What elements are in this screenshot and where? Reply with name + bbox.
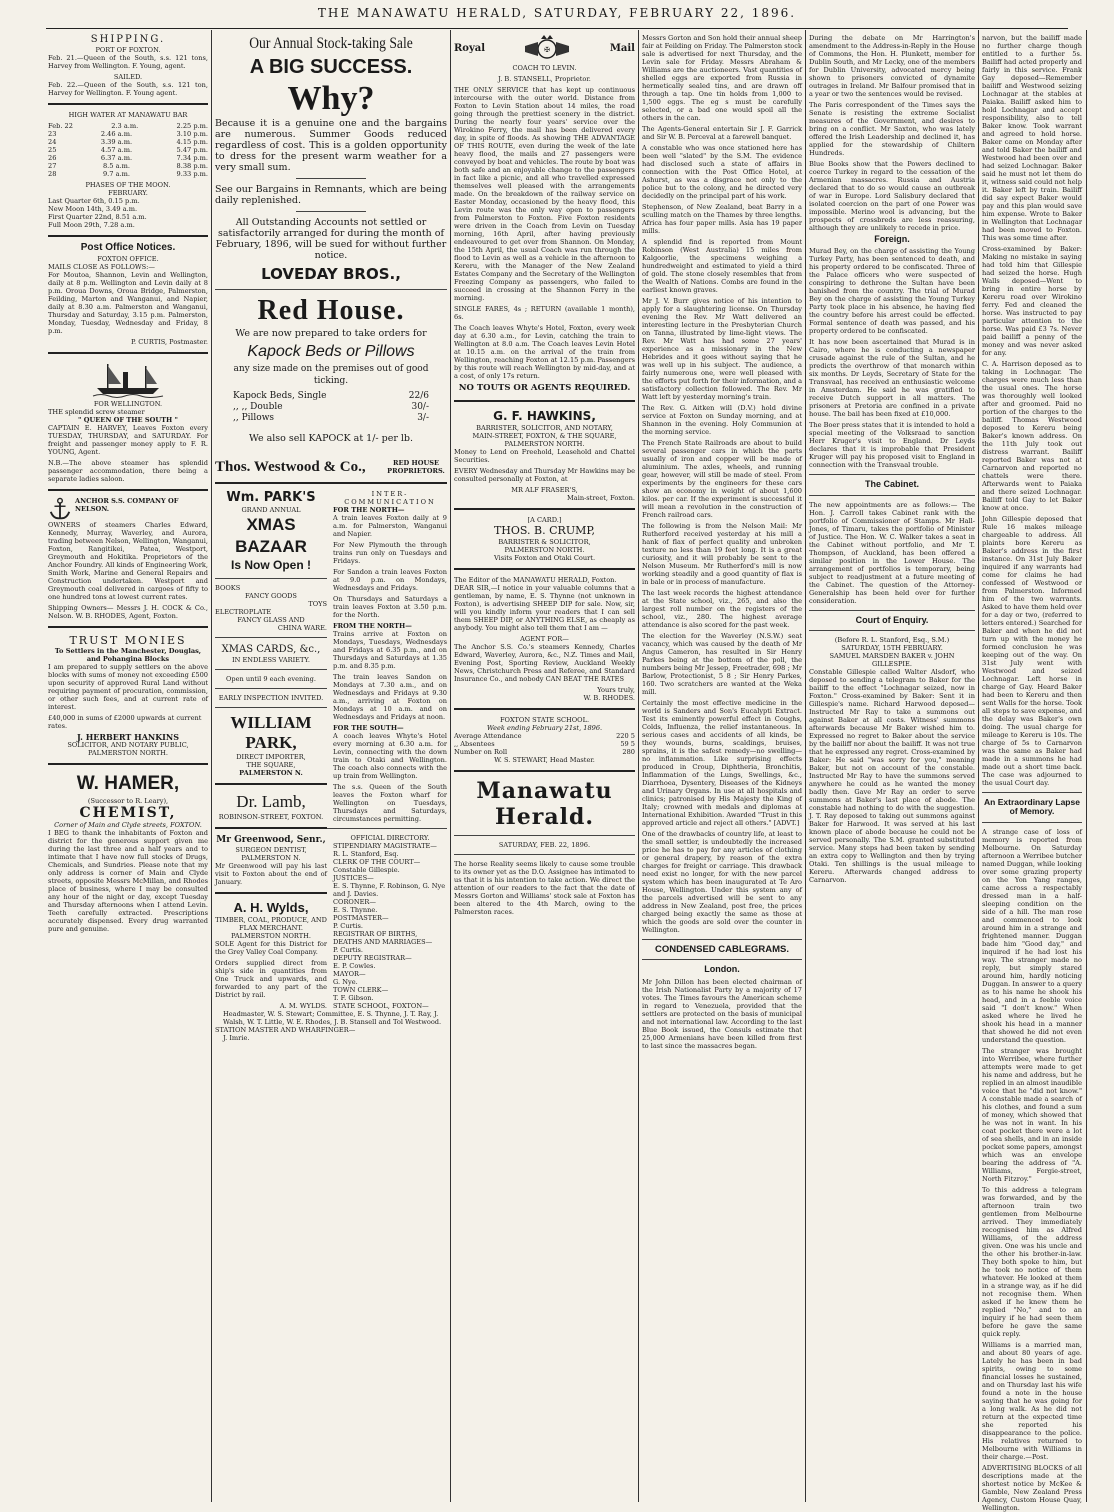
- tide-am: 9.7 a.m.: [102, 170, 130, 178]
- news-paragraph: Blue Books show that the Powers declined to coerce Turkey in regard to the cessation of the Armenian massacres. Russia and Austria declared that to do so would cause an outbreak of war in Europe. Lord Salisbury declared that isolated coercion on the part of one Power was impossible. Merino wool is advancing, but the prospects of crossbreds are less reassuring, although they are unlikely to recede in price.: [809, 160, 975, 232]
- hawkins-name: G. F. HAWKINS,: [493, 409, 596, 423]
- divider: [296, 211, 366, 212]
- herald-title: Manawatu Herald.: [476, 778, 613, 830]
- directory-role: JUSTICES—: [333, 874, 374, 882]
- price-row: [233, 402, 429, 413]
- crump-name: THOS. B. CRUMP,: [493, 524, 596, 537]
- inter-item: On Thursdays and Saturdays a train leaves Foxton at 3.50 p.m. for the North.: [333, 595, 447, 619]
- remnants-text: See our Bargains in Remnants, which are being daily replenished.: [215, 184, 447, 206]
- the-square: THE SQUARE,: [246, 761, 296, 769]
- news-paragraph: The Paris correspondent of the Times says the Senate is resisting the extreme Socialist measures of the Government, and desires to bring on a conflict. Mr Saxton, who was lately offered the Irish Leadership and declined it, has applied for the stewardship of Chiltern Hundreds.: [809, 101, 975, 157]
- greenwood-town: PALMERSTON N.: [241, 854, 301, 862]
- attendance-label: ,, Absentees: [454, 740, 495, 748]
- robinson-street: ROBINSON-STREET, FOXTON.: [218, 813, 324, 821]
- toys-label: TOYS: [308, 600, 327, 608]
- divider: [48, 103, 208, 105]
- tide-pm: 8.38 p.m.: [176, 162, 208, 170]
- loveday-name: LOVEDAY BROS.,: [261, 265, 401, 283]
- anchor-body: OWNERS of steamers Charles Edward, Kennedy, Murray, Waverley, and Aurora, trading between Nelson, Wellington, Wanganui, Foxton, Rangitikei, Patea, Westport, Greymouth and Hokitika. Proprietors of the Anchor Foundry. All kinds of Engineering Work, Smith Work, Marine and General Repairs and Construction undertaken. Westport and Greymouth coal delivered in cargoes of fifty to one hundred tons at lowest current rates.: [48, 521, 208, 602]
- grand-annual: GRAND ANNUAL: [241, 506, 301, 514]
- divider: [48, 235, 208, 237]
- directory-role: STATION MASTER AND WHARFINGER—: [215, 1026, 356, 1034]
- directory-name: R. L. Stanford, Esq.: [333, 850, 399, 858]
- news-paragraph: The stranger was brought into Werribee, where further attempts were made to get his name and address, but he replied in an almost inaudible voice that he "did not know." A constable made a search of his clothes, and found a sum of money, which showed that he was not in want. In his coat pocket there were a lot of sea shells, and in an inside pocket some papers, amongst which was an envelope bearing the address of "A. Williams, Fergie-street, North Fitzroy.": [982, 1046, 1082, 1183]
- divider: [642, 939, 802, 940]
- news-paragraph: A strange case of loss of memory is reported from Melbourne. On Saturday afternoon a Werribee butcher named Duggan, while looking over some grazing property on the Yon Yang ranges, came across a respectably dressed man in a half-sleeping condition on the side of a hill. The man rose and commenced to look around him in a strange and frightened manner. Duggan bade him "Good day," and inquired if he had lost his way. The stranger made no reply, but simply stared around him, hardly noticing Duggan. In answer to a query as to his name he shook his head, and in a feeble voice said "I don't know." When asked where he lived he shook his head in a manner that showed he did not even understand the question.: [982, 827, 1082, 1044]
- inter-title: INTER-COMMUNICATION: [344, 490, 436, 506]
- news-paragraph: John Gillespie deposed that Rule 16 makes mileage chargeable to address. All plaints bore Kereru as Baker's address in the first instance. On 31st July Baker inquired if any warrants had come for claims he had confessed of Westwood or from Palmerston. Informed him of the two warrants. Asked to have them held over for a day or two, (referred to letters entered.) Searched for Baker and when he did not turn up with the money he formed conclusion he was keeping out of the way. On 31st July went with Westwood and seized Lochnagar. Left horse in charge of Gay. Heard Baker had been to Kereru and then sent Walls for the horse. Took all steps to save expense, and the delay was Baker's own doing. The usual charge for mileage to Kereru is 10s. The charge of 5s to Carnarvon was the same as Baker had made in a summons he had made out a short time back. The case was adjourned to the usual Court day.: [982, 515, 1082, 787]
- news-paragraph: The Agents-General entertain Sir J. F. Garrick and Sir W. B. Perceval at a farewell banquet.: [642, 125, 802, 141]
- directory-name: P. Curtis.: [333, 922, 363, 930]
- price-item: Kapock Beds, Single: [233, 391, 327, 401]
- electroplate-label: ELECTROPLATE: [215, 608, 272, 616]
- moon-month: FEBRUARY.: [108, 189, 148, 197]
- endless-variety: IN ENDLESS VARIETY.: [231, 656, 310, 664]
- divider: [215, 688, 327, 689]
- attendance-value: 280: [622, 748, 635, 756]
- parks-name: Wm. PARK'S: [226, 490, 316, 505]
- chemist-sub: Corner of Main and Clyde streets, FOXTON.: [54, 821, 202, 830]
- tide-am: 8.5 a.m.: [102, 162, 130, 170]
- greenwood-name: Mr Greenwood, Senr.,: [216, 835, 326, 845]
- divider: [215, 669, 327, 670]
- sailed-text: Feb. 22.—Queen of the South, s.s. 121 ton, Harvey for Wellington. F. Young agent.: [48, 81, 208, 97]
- coach-service-text: THE ONLY SERVICE that has kept up continuous intercourse with the outer world. Distance from Foxton to Levin Station about 14 miles, the road going through the prettiest scenery in the district. During the nearly four years' service over the Wirokino Ferry, the mail has been delivered every day, in spite of floods. As showing THE ADVANTAGE OF THIS ROUTE, even during the week of the late heavy flood, the mails and 27 passengers were conveyed by boat and vehicles. The route by boat was both safe and an enjoyable change to the passengers in fact like a picnic, and all who travelled expressed themselves well pleased with the arrangements made. On the breakdown of the railway service on Easter Monday, occasioned by the heavy flood, this Levin route was the only way open to passengers from Palmerston to Foxton. Five Foxton residents were driven in the Coach from Levin on Tuesday morning, 16th April, after having previously endeavoured to get over from Shannon. On Monday, the 15th April, the usual Coach was run through the flood to Levin as well as a vehicle in the afternoon to Kereru, with the Manager of the New Zealand Estates Company and the Secretary of the Wellington Freezing Company as passengers, who failed to succeed in crossing at the Shannon Ferry in the morning.: [454, 86, 635, 302]
- attendance-label: Average Attendance: [454, 732, 522, 740]
- news-paragraph: The French State Railroads are about to build several passenger cars in which the parts usually of iron and copper will be made of aluminium. The axles, wheels, and running gear, however, will still be made of steel. From experiments by the engineers for these cars show an economy in weight of about 1,600 kilos. per car. If the experiment is successful it will mean a revolution in the construction of French railroad cars.: [642, 439, 802, 519]
- tide-row: [48, 130, 208, 138]
- column-rule: [805, 30, 806, 1502]
- open-until: Open until 9 each evening.: [226, 675, 316, 683]
- tide-table: [48, 122, 208, 178]
- cablegram-text: Mr John Dillon has been elected chairman of the Irish Nationalist Party by a majority of 17 votes. The Times favours the American scheme in regard to Venezuela, provided that the settlers are protected on the basis of municipal and not international law. According to the last Blue Book issued, the Consuls estimate that 25,000 Armenians have been killed from first to last since the massacres began.: [642, 977, 802, 1050]
- divider: [454, 400, 635, 402]
- price-item: ,, Pillows: [233, 413, 275, 423]
- price-value: 30/-: [411, 402, 429, 412]
- price-value: 3/-: [417, 413, 429, 423]
- news-paragraph: The new appointments are as follows:— The Hon. J. Carroll takes Cabinet rank with the portfolio of Commissioner of Stamps. Mr Hall-Jones, of Timaru, takes the portfolio of Minister of Justice. The Hon. W. C. Walker takes a seat in the Cabinet without portfolio, and Mr T. Thompson, of Auckland, has been offered a similar position in the Lower House. The arrangement of portfolios is temporary, being subject to readjustment at a future meeting of the Cabinet. The question of the Attorney-Generalship has been held over for further consideration.: [809, 500, 975, 605]
- tide-am: 6.37 a.m.: [100, 154, 133, 162]
- london-heading: London.: [704, 964, 740, 975]
- surgeon-dentist: SURGEON DENTIST,: [235, 846, 307, 854]
- moon-line: Full Moon 29th, 7.28 a.m.: [48, 221, 135, 229]
- tide-am: 2.46 a.m.: [100, 130, 133, 138]
- divider: [215, 482, 447, 484]
- directory-role: CORONER—: [333, 898, 376, 906]
- divider: [215, 827, 327, 829]
- rhodes-signature: W. B. RHODES.: [583, 694, 635, 702]
- early-inspection: EARLY INSPECTION INVITED.: [218, 694, 324, 702]
- crump-address: PALMERSTON NORTH.: [504, 546, 585, 554]
- anchor-icon: [48, 497, 72, 521]
- column-rule: [1086, 30, 1087, 1502]
- hankins-name: J. HERBERT HANKINS: [76, 732, 179, 743]
- yours-truly: Yours truly,: [597, 686, 635, 694]
- every-wednesday: EVERY Wednesday and Thursday Mr Hawkins may be consulted personally at Foxton, at: [454, 467, 635, 483]
- directory-name: Headmaster, W. S. Stewart; Committee, E. S. Thynne, J. T. Ray, J. Walsh, W. T. Little, W. E. Rhodes, J. B. Stansell and Tol Westwood.: [223, 1010, 442, 1026]
- xmas-cards: XMAS CARDS, &c.,: [221, 644, 321, 655]
- now-open: Is Now Open !: [230, 558, 311, 572]
- tide-day: 25: [48, 146, 57, 154]
- accounts-text: All Outstanding Accounts not settled or satisfactorily arranged for during the month of February, 1896, will be sued for without further notice.: [215, 217, 447, 261]
- week-ending: Week ending February 21st, 1896.: [486, 724, 603, 732]
- column-rule: [978, 30, 979, 1502]
- directory-name: E. S. Thynne, F. Robinson, G. Nye and J. Davies.: [333, 882, 446, 898]
- stocktaking-heading: Our Annual Stock-taking Sale: [249, 35, 413, 52]
- directory-name: Constable Gillespie.: [333, 866, 400, 874]
- trust-title: TRUST MONIES: [69, 634, 187, 648]
- tide-row: [48, 170, 208, 178]
- directory-name: J. Imrie.: [223, 1034, 250, 1042]
- anchor-title: ANCHOR S.S. COMPANY OF NELSON.: [75, 497, 179, 514]
- bazaar-ad: [215, 490, 327, 1010]
- price-row: [233, 413, 429, 424]
- tide-day: 28: [48, 170, 57, 178]
- divider: [454, 770, 635, 772]
- directory-role: STIPENDIARY MAGISTRATE—: [333, 842, 437, 850]
- news-paragraph: Cross-examined by Baker: Making no mistake in saying had told him that Gillespie had seized the horse. Hugh Walls deposed—Went to bring in entire horse by Kereru road over Wirokino ferry. Fed and cleaned the horse. Was instructed to pay particular attention to the horse. Was paid £3 7s. Never paid bailiff a penny of the money and was never asked for any.: [982, 245, 1082, 357]
- mail-label: Mail: [609, 43, 635, 55]
- tide-day: 23: [48, 130, 57, 138]
- mails-heading: MAILS CLOSE AS FOLLOWS:—: [48, 263, 155, 272]
- tide-row: [48, 154, 208, 162]
- news-paragraph: During the debate on Mr Harrington's amendment to the Address-in-Reply in the House of Commons, the Hon. H. Plunkett, member for Dublin South, and Mr Lecky, one of the members for Dublin University, advocated mercy being shown to prisoners convicted of dynamite outrages in Ireland. Mr Balfour promised that in a year or two the sentences would be revised.: [809, 34, 975, 98]
- steamer-line: THE splendid screw steamer: [48, 408, 145, 417]
- fancy-glass-label: FANCY GLASS AND: [237, 616, 305, 624]
- price-list: [233, 391, 429, 424]
- divider: [982, 792, 1082, 793]
- news-paragraph: Certainly the most effective medicine in the world is Sanders and Son's Eucalypti Extract. Test its eminently powerful effect in Coughs, Colds, Influenza, the relief instantaneous. In serious cases and accidents of all kinds, be they wounds, burns, scaldings, bruises, sprains, it is the safest remedy—no swelling—no inflammation. Like surprising effects produced in Croup, Diphtheria, Bronchitis, Inflammation of the Lungs, Swellings, &c., Diarrhoea, Dysentery, Diseases of the Kidneys and Urinary Organs. In use at all hospitals and clinics; patronised by His Majesty the King of Italy; crowned with medals and diplomas at International Exhibition. Awarded "Trust in this approved article and reject all others." [ADVT.]: [642, 699, 802, 827]
- divider: [48, 626, 208, 628]
- moon-line: Last Quarter 6th, 0.15 p.m.: [48, 197, 140, 205]
- chemist-title: CHEMIST,: [79, 805, 177, 822]
- directory-name: P. Curtis.: [333, 946, 363, 954]
- xmas-bazaar: XMAS BAZAAR: [235, 515, 307, 556]
- crump-visits: Visits Foxton and Otaki Court.: [493, 554, 596, 562]
- wylds-trade: TIMBER, COAL, PRODUCE, AND FLAX MERCHANT.: [215, 916, 327, 932]
- tide-pm: 5.47 p.m.: [176, 146, 208, 154]
- news-paragraph: Mr J. V. Burr gives notice of his intention to apply for a slaughtering license. On Thursday evening the Rev. Mr Watt delivered an interesting lecture in the Presbyterian Church on Tanna, illustrated by lime-light views. The Rev. Mr Watt has had some 27 years' experience as a missionary in the New Hebrides and it goes without saying that he was well up in his subject. The audience, a fairly numerous one, were well pleased with the efforts put forth for their information, and a satisfactory collection followed. The Rev. Mr Watt left by yesterday morning's train.: [642, 297, 803, 401]
- inter-item: For New Plymouth the through trains run only on Tuesdays and Fridays.: [333, 541, 447, 565]
- china-label: CHINA WARE.: [277, 624, 327, 632]
- news-paragraph: The election for the Waverley (N.S.W.) seat vacancy, which was caused by the death of Mr Angus Cameron, has resulted in Sir Henry Parkes being at the bottom of the poll, the numbers being Mr Jessep, Freetrader, 698 ; Mr Barlow, Protectionist, 5 8 ; Sir Henry Parkes, 160. Two scratchers are wanted at the Weka mill.: [642, 632, 802, 696]
- column-rule: [450, 30, 451, 1502]
- attendance-label: Number on Roll: [454, 748, 508, 756]
- books-label: BOOKS: [215, 584, 241, 592]
- divider: [215, 783, 327, 785]
- divider: [215, 707, 327, 708]
- steamship-icon: [93, 360, 163, 398]
- fraser-sub: Main-street, Foxton.: [567, 494, 635, 502]
- anchor-agents: Shipping Owners— Messrs J. H. COCK & Co., Nelson. W. B. RHODES, Agent, Foxton.: [48, 604, 208, 621]
- directory-role: TOWN CLERK—: [333, 986, 389, 994]
- chemist-body: I BEG to thank the inhabitants of Foxton and district for the generous support given me during the last three and a half years and to intimate that I have now full stocks of Drugs, Chemicals, and Sundries. Please note that my only address is corner of Main and Clyde streets, opposite Messrs McMillan, and Rhodes place of business, where I may be consulted any hour of the night or day, except Tuesday and Thursday afternoons when I attend Levin. Teeth carefully extracted. Prescriptions accurately dispensed. Every drug warranted pure and genuine.: [48, 829, 208, 934]
- money-to-lend: Money to Lend on Freehold, Leasehold and Chattel Securities.: [454, 448, 635, 464]
- agent-body: The Anchor S.S. Co.'s steamers Kennedy, Charles Edward, Waverley, Aurora, &c., N.Z. Times and Mail, Evening Post, Sporting Review, Auckland Weekly News, Christchurch Press and Referee, and Standard Insurance Co., and nobody CAN BEAT THE RATES: [454, 643, 635, 683]
- news-paragraph: A splendid find is reported from Mount Robinson (West Australia) 15 miles from Kalgoorlie, the specimens weighing a hundredweight and estimated to yield a third of gold. The stone closely resembles that from the Wealth of Nations. Combs are found in the earliest known graves.: [642, 238, 802, 294]
- directory-role: POSTMASTER—: [333, 914, 389, 922]
- directory-name: G. Nye.: [333, 978, 358, 986]
- post-office-sub: FOXTON OFFICE.: [97, 255, 159, 264]
- stansell-proprietor: J. B. STANSELL, Proprietor.: [498, 75, 591, 83]
- attendance-value: 220 5: [616, 732, 635, 740]
- divider: [809, 610, 975, 611]
- divider: [642, 959, 802, 960]
- court-sub: (Before R. L. Stanford, Esq., S.M.): [834, 636, 950, 645]
- masthead: THE MANAWATU HERALD, SATURDAY, FEBRUARY 22, 1896.: [317, 6, 797, 20]
- crump-sub: BARRISTER & SOLICITOR,: [498, 538, 591, 546]
- inter-item: A coach leaves Whyte's Hotel every morning at 6.30 a.m. for Levin, connecting with the down train to Otaki and Wellington. The coach also connects with the up train from Wellington.: [333, 732, 447, 780]
- for-north: FOR THE NORTH—: [333, 506, 405, 514]
- tide-pm: 7.34 p.m.: [176, 154, 208, 162]
- coach-fares: SINGLE FARES, 4s ; RETURN (available 1 month), 6s.: [454, 305, 635, 321]
- editor-address: The Editor of the MANAWATU HERALD, Foxton.: [454, 576, 617, 584]
- tide-row: [48, 146, 208, 154]
- hamer-name: W. HAMER,: [76, 773, 180, 795]
- moon-line: New Moon 14th, 3.49 a.m.: [48, 205, 138, 213]
- inter-item: For Sandon a train leaves Foxton at 9.0 p.m. on Mondays, Wednesdays and Fridays.: [333, 568, 447, 592]
- divider: [454, 508, 635, 510]
- attendance-table: [454, 732, 635, 756]
- because-text: Because it is a genuine one and the bargains are numerous. Summer Goods reduced regardless of cost. This is a golden opportunity to dress for the present warm weather for a very small sum.: [215, 118, 447, 173]
- divider: [215, 578, 327, 579]
- william-park: WILLIAM PARK,: [230, 713, 312, 752]
- column-rule: [211, 30, 212, 1502]
- column-4: [642, 34, 802, 1502]
- divider: [215, 892, 327, 894]
- coach-times: The Coach leaves Whyte's Hotel, Foxton, every week day at 6.30 a.m., for Levin, catching the train to Wellington at 8.0 a.m. The Coach leaves Levin Hotel at 10.15 a.m. on the arrival of the train from Wellington, reaching Foxton at 12.15 p.m. Passengers by this route will reach Wellington by mid-day, and at a cost, of only 17s return.: [454, 324, 635, 380]
- price-row: [233, 391, 429, 402]
- news-paragraph: One of the drawbacks of country life, at least to the small settler, is undoubtedly the increased price he has to pay for any articles of clothing or general drapery, by reason of the extra charges for freight or carriage. This drawback need exist no longer, for with the new parcel system which has been inaugurated at Te Aro House, Wellington. Under this system any of the parcels advertised will be sent to any address in New Zealand, post free, the prices charged being exactly the same as those at which the goods are sold over the counter in Wellington.: [642, 830, 802, 934]
- news-paragraph: The Boer press states that it is intended to hold a special meeting of the Volksraad to sanction Herr Kruger's visit to England. Dr Leyds declares that it is improbable that President Kruger will pay his proposed visit to England in connection with the Transvaal trouble.: [809, 421, 975, 470]
- royal-mail-header: [454, 34, 635, 64]
- for-wellington: FOR WELLINGTON.: [93, 400, 163, 409]
- news-paragraph: Stephenson, of New Zealand, beat Barry in a sculling match on the Thames by three lengths. Africa has four paper mills. Asia has 19 paper mills.: [642, 203, 802, 235]
- high-water-title: HIGH WATER AT MANAWATU BAR: [68, 111, 188, 119]
- divider: [454, 835, 635, 836]
- divider: [48, 352, 208, 354]
- steamer-nb: N.B.—The above steamer has splendid passenger accommodation, there being a separate ladies saloon.: [48, 459, 208, 484]
- wylds-signature: A. M. WYLDS.: [279, 1002, 327, 1010]
- directory-name: T. F. Gibson.: [333, 994, 374, 1002]
- headmaster: W. S. STEWART, Head Master.: [494, 756, 595, 764]
- for-south: FOR THE SOUTH—: [333, 724, 404, 732]
- westwood-name: Thos. Westwood & Co.,: [215, 459, 366, 475]
- rhodes-letter: DEAR SIR,—I notice in your valuable columns that a gentleman, by name, E. S. Thynne (not unknown in Foxton), is advertising SHEEP DIP for sale. Now, sir, will you kindly inform your readers that I can sell them SHEEP DIP, or ANYTHING ELSE, as cheaply as anybody. You might also tell them that I am —: [454, 584, 635, 632]
- news-paragraph: To this address a telegram was forwarded, and by the afternoon train two gentlemen from Melbourne arrived. They immediately recognised him as Alfred Williams, of the address given. One was his uncle and the other his brother-in-law. They both spoke to him, but he took no notice of them whatever. He looked at them in a strange way, as if he did not recognise them. When asked if he knew them he replied "No," and to an inquiry if he had seen them before he gave the same quick reply.: [982, 1185, 1082, 1338]
- tide-pm: 4.15 p.m.: [176, 138, 208, 146]
- cabinet-heading: The Cabinet.: [864, 479, 919, 490]
- orders-text: Orders supplied direct from ship's side in quantities from One Truck and upwards, and forwarded to any part of the District by rail.: [215, 959, 327, 999]
- trust-sub: To Settlers in the Manchester, Douglas, and Pohangina Blocks: [54, 647, 202, 664]
- court-heading: Court of Enquiry.: [855, 614, 929, 625]
- greenwood-body: Mr Greenwood will pay his last visit to Foxton about the end of January.: [215, 862, 327, 886]
- tide-row: [48, 162, 208, 170]
- news-paragraph: Murad Bey, on the charge of assisting the Young Turkey Party, has been sentenced to death, and his property ordered to be confiscated. Three of the Palace officers who were suspected of conspiring to dethrone the Sultan have been banished from the country. The trial of Murad Bey on the charge of assisting the Young Turkey Party took place in his absence, he having fled the country before his arrest could be effected. Formal sentence of death was passed, and his property ordered to be confiscated.: [809, 247, 975, 336]
- cablegrams-title: CONDENSED CABLEGRAMS.: [654, 944, 790, 955]
- fancy-goods-label: FANCY GOODS: [245, 592, 297, 600]
- direct-importer: DIRECT IMPORTER,: [236, 753, 306, 761]
- svg-text:✠: ✠: [544, 46, 551, 54]
- tide-row: [48, 138, 208, 146]
- palmerston-n: PALMERSTON N.: [239, 769, 303, 777]
- tide-day: 24: [48, 138, 57, 146]
- wylds-name: A. H. Wylds,: [233, 900, 309, 915]
- divider: [48, 489, 208, 491]
- divider: [454, 708, 635, 710]
- mails-text: For Moutoa, Shannon, Levin and Wellington, daily at 8 p.m. Wellington and Levin daily at 8 p.m. Oroua Downs, Oroua Bridge, Palmerston, Feilding, Marton and Wanganui, and Napier, daily at 8.30 a.m. Palmerston and Wanganui, Thursday and Saturday, 3.15 p.m. Palmerston, Monday, Tuesday, Wednesday and Friday, 8 p.m.: [48, 271, 208, 336]
- foreign-heading: Foreign.: [874, 234, 910, 244]
- shipping-title: SHIPPING.: [90, 34, 166, 45]
- divider: [982, 822, 1082, 823]
- divider: [809, 495, 975, 496]
- masthead-rule: [46, 28, 1068, 29]
- divider: [454, 568, 635, 570]
- price-value: 22/6: [408, 391, 429, 401]
- inter-item: Trains arrive at Foxton on Mondays, Tuesdays, Wednesdays and Fridays at 6.35 p.m., and on Thursdays and Saturdays at 1.35 p.m. and 8.35 p.m.: [333, 630, 447, 670]
- directory-role: REGISTRAR OF BIRTHS, DEATHS AND MARRIAGES—: [333, 930, 433, 946]
- sole-agent-text: SOLE Agent for this District for the Grey Valley Coal Company.: [215, 940, 327, 956]
- a-card: [A CARD.]: [527, 516, 562, 524]
- court-case: SAMUEL MARSDEN BAKER v. JOHN GILLESPIE.: [829, 652, 955, 669]
- column-3: [454, 34, 635, 1502]
- column-5: [809, 34, 975, 1502]
- steamer-name: " QUEEN OF THE SOUTH ": [78, 416, 178, 425]
- column-2: [215, 34, 447, 1502]
- wylds-town: PALMERSTON NORTH.: [231, 932, 311, 940]
- divider: [809, 630, 975, 631]
- tide-am: 3.39 a.m.: [100, 138, 133, 146]
- arrived-text: Feb. 21.—Queen of the South, s.s. 121 tons, Harvey from Wellington. F. Young, agent.: [48, 54, 208, 70]
- official-directory: OFFICIAL DIRECTORY.: [350, 834, 430, 842]
- news-paragraph: Messrs Gorton and Son hold their annual sheep fair at Feilding on Friday. The Palmerston stock sale is advertised for next Thursday, and the Levin sale for Friday. Messrs Abraham & Williams are the auctioneers. Vast quantities of shelled eggs are exported from Russia in hermetically sealed tins, and are drawn off through a tap. One tin holds from 1,000 to 1,500 eggs. The eg s must be carefully selected, or a bad one would spoil all the others in the can.: [642, 34, 802, 122]
- news-paragraph: A constable who was once stationed here has been well "slated" by the S.M. The evidence had disclosed such a state of affairs in connection with the Post Office Hotel, at Ashurst, as was a disgrace not only to the police but to the colony, and he directed very decidedly on the principal part of his work.: [642, 144, 802, 200]
- royal-label: Royal: [454, 43, 486, 55]
- column-1: [48, 34, 208, 1502]
- directory-role: DEPUTY REGISTRAR—: [333, 954, 412, 962]
- herald-date: SATURDAY, FEB. 22, 1896.: [498, 841, 591, 849]
- column-rule: [638, 30, 639, 1502]
- school-title: FOXTON STATE SCHOOL.: [499, 716, 590, 724]
- directory-role: CLERK OF THE COURT—: [333, 858, 421, 866]
- postmaster: P. CURTIS, Postmaster.: [130, 338, 208, 347]
- westwood-proprietors: RED HOUSE PROPRIETORS.: [387, 459, 445, 475]
- trust-body-2: £40,000 in sums of £2000 upwards at current rates.: [48, 714, 202, 731]
- port-heading: PORT OF FOXTON.: [95, 46, 161, 54]
- coach-to-levin: COACH TO LEVIN.: [512, 64, 577, 72]
- dr-lamb: Dr. Lamb,: [236, 792, 306, 811]
- divider: [809, 474, 975, 475]
- lapse-heading: An Extraordinary Lapse of Memory.: [984, 797, 1080, 817]
- news-paragraph: The Rev. G. Aitken will (D.V.) hold divine service at Foxton on Sunday morning, and at Shannon in the evening. Holy Communion at the morning service.: [642, 404, 802, 436]
- directory-role: STATE SCHOOL, FOXTON—: [333, 1002, 429, 1010]
- tide-pm: 9.33 p.m.: [176, 170, 208, 178]
- divider: [215, 289, 447, 290]
- tide-pm: 2.25 p.m.: [176, 122, 208, 130]
- red-house: Red House.: [257, 295, 405, 326]
- tide-day: 26: [48, 154, 57, 162]
- news-paragraph: The following is from the Nelson Mail: Mr Rutherford received yesterday at his mill a hank of flax of perfect quality and unbroken texture no less than 19 feet long. It is a great curiosity, and it will probably be sent to the Nelson Museum. Mr Rutherford's mill is now working steadily and a good quantity of flax is in bale or in process of manufacture.: [642, 522, 802, 586]
- inter-item: The s.s. Queen of the South leaves the Foxton wharf for Wellington on Tuesdays, Thursdays and Saturdays, circumstances permitting.: [333, 783, 447, 823]
- news-paragraph: narvon, but the bailiff made no further charge though entitled to a further 5s. Bailiff had acted properly and fairly in this service. Frank Gay deposed—Remember bailiff and Westwood seizing Lochnagar at the stables at Paiaka. Bailiff asked him to hold Lochnagar and accept responsibility, also to tell Baker know. Took warrant and agreed to hold horse. Baker came on Monday after and told Baker the bailiff and Westwood had been over and had seized Lochnagar. Baker said he must not let them do it, witness said could not help it. Baker left by train. Bailiff did say expect Baker would pay and this plan would save him expense. Wrote to Baker in Wellington that Lochnagar had been moved to Foxton. This was some time after.: [982, 34, 1082, 242]
- trust-body: I am prepared to supply settlers on the above blocks with sums of money not exceeding £500 upon security of approved Rural Land without requiring payment of procuration, commission, or other such fees, and at current rate of interest.: [48, 663, 208, 712]
- tide-day: 27: [48, 162, 57, 170]
- news-paragraph: ADVERTISING BLOCKS of all descriptions made at the shortest notice by McKee & Gamble, New Zealand Press Agency, Custom House Quay, Wellington.: [982, 1463, 1082, 1512]
- fraser-name: MR ALF FRASER'S,: [511, 486, 578, 494]
- divider: [215, 637, 327, 638]
- tide-am: 2.3 a.m.: [111, 122, 139, 130]
- tide-am: 4.57 a.m.: [100, 146, 133, 154]
- column-6: [982, 34, 1082, 1512]
- attendance-value: 59 5: [620, 740, 635, 748]
- why-heading: Why?: [287, 80, 375, 117]
- steamer-body: CAPTAIN E. HARVEY, Leaves Foxton every TUESDAY, THURSDAY, and SATURDAY. For freight and passenger money apply to F. R. YOUNG, Agent.: [48, 424, 208, 457]
- news-paragraph: The last week records the highest attendance at the State school, viz., 265, and also the largest roll number on the registers of the school, viz., 280. The highest average attendance is also scored for the past week.: [642, 589, 802, 629]
- inter-item: A train leaves Foxton daily at 9 a.m. for Palmerston, Wanganui and Napier.: [333, 514, 447, 538]
- divider: [296, 178, 366, 179]
- herald-body: The horse Reality seems likely to cause some trouble to its owner yet as the D.O. Assignee has intimated to us that it is his intention to take action. We direct the attention of our readers to the fact that the date of Messrs Gorton and Williams' stock sale at Foxton has been altered to the 4th March, owing to the Palmerston races.: [454, 860, 635, 916]
- royal-crest-icon: [522, 34, 572, 64]
- hawkins-address: MAIN-STREET, FOXTON, & THE SQUARE, PALMERSTON NORTH.: [472, 432, 617, 448]
- big-success: A BIG SUCCESS.: [249, 56, 413, 78]
- news-paragraph: It has now been ascertained that Murad is in Cairo, where he is conducting a newspaper crusade against the rule of the Sultan, and he predicts the overthrow of that monarch within six months. Dr Leyds, Secretary of State for the Transvaal, has received an enthusiastic welcome in Amsterdam. He said he was gratified to receive Dutch support in all matters. The prisoners at Pretoria are confined in a private house. The bail has been fixed at £10,000.: [809, 338, 975, 419]
- no-touts: NO TOUTS OR AGENTS REQUIRED.: [458, 383, 631, 393]
- agent-for: AGENT FOR—: [520, 635, 569, 643]
- divider: [48, 763, 208, 765]
- directory-name: E. P. Cowles.: [333, 962, 376, 970]
- post-office-title: Post Office Notices.: [80, 242, 176, 253]
- moon-title: PHASES OF THE MOON.: [85, 181, 171, 189]
- attendance-row: [454, 748, 635, 756]
- tide-pm: 3.10 p.m.: [176, 130, 208, 138]
- court-date: SATURDAY, 15TH FEBRUARY.: [841, 644, 943, 653]
- westwood-block: [215, 458, 447, 476]
- prepared-text: We are now prepared to take orders for: [235, 328, 427, 339]
- any-size-text: any size made on the premises out of good ticking.: [233, 364, 429, 386]
- directory-role: MAYOR—: [333, 970, 366, 978]
- inter-item: The train leaves Sandon on Mondays at 7.30 a.m., and on Wednesdays and Fridays at 9.30 a.m., arriving at Foxton on Mondays at 10 a.m. and on Wednesdays and Fridays at noon.: [333, 673, 447, 721]
- divider: [454, 854, 635, 855]
- news-paragraph: Williams is a married man, and about 80 years of age. Lately he has been in bad spirits, owing to some financial losses he sustained, and on Thursday last his wife found a note in the house saying that he was going for a long walk. As he did not return at the expected time she reported his disappearance to the police. His relatives returned to Melbourne with Williams in their charge.—Post.: [982, 1340, 1082, 1461]
- hankins-sub: SOLICITOR, AND NOTARY PUBLIC, PALMERSTON NORTH.: [67, 741, 189, 758]
- tide-day: Feb. 22: [48, 122, 73, 130]
- hamer-sub: (Successor to R. Leary),: [87, 797, 169, 806]
- sailed-label: SAILED.: [113, 73, 143, 81]
- news-paragraph: Constable Gillespie called Walter Alsdorf, who deposed to sending a telegram to Baker for the bailiff to the effect "Lochnagar seized, now in Foxton." Cross-examined by Baker: Sent it in Gillespie's name. Richard Harwood deposed—Instructed Mr Ray to take a summons out against Baker at all costs. Witness' summons afterwards because Mr Baker wished him to. Expressed no regret to Baker about the service by the bailiff nor about the bailiff. It was not true that he expressed any regret. Cross-examined by Baker: He said "was sorry for you," meaning Baker, but not on account of the constable. Instructed Mr Ray to have the summons served anywhere he could as he wanted the money badly then. Gave Mr Ray an order to serve summons at Baker's last place of abode. The constable had nothing to do with the suggestion. J. T. Ray deposed to taking out summons against Baker for Harwood. It was served at his last known place of abode because he could not be served personally. The S.M. granted substituted service. Many steps had been taken by sending an extra copy to Wellington and then by trying Otaki. Ten shillings is the usual mileage to Kereru. Afterwards changed address to Carnarvon.: [809, 668, 975, 885]
- kapock-heading: Kapock Beds or Pillows: [247, 343, 415, 360]
- news-paragraph: C. A. Harrison deposed as to taking in Lochnagar. The charges were much less than the usual ones. The horse was thoroughly well looked after and groomed. Paid no portion of the charges to the bailiff. Thomas Westwood deposed to Kereru being Baker's known address. On the 11th July took out distress warrant. Bailiff reported Baker was not at Carnarvon and reported no chattels were there. Afterwards went to Paiaka and there seized Lochnagar. Bailiff told Gay to let Baker know at once.: [982, 360, 1082, 512]
- also-sell-text: We also sell KAPOCK at 1/- per lb.: [248, 433, 414, 444]
- hawkins-sub: BARRISTER, SOLICITOR, AND NOTARY,: [476, 424, 613, 432]
- tide-row: [48, 122, 208, 130]
- moon-line: First Quarter 22nd, 8.51 a.m.: [48, 213, 147, 221]
- attendance-row: [454, 732, 635, 740]
- price-item: ,, ,, Double: [233, 402, 283, 412]
- attendance-row: [454, 740, 635, 748]
- directory-name: E. S. Thynne.: [333, 906, 378, 914]
- from-north: FROM THE NORTH—: [333, 622, 412, 630]
